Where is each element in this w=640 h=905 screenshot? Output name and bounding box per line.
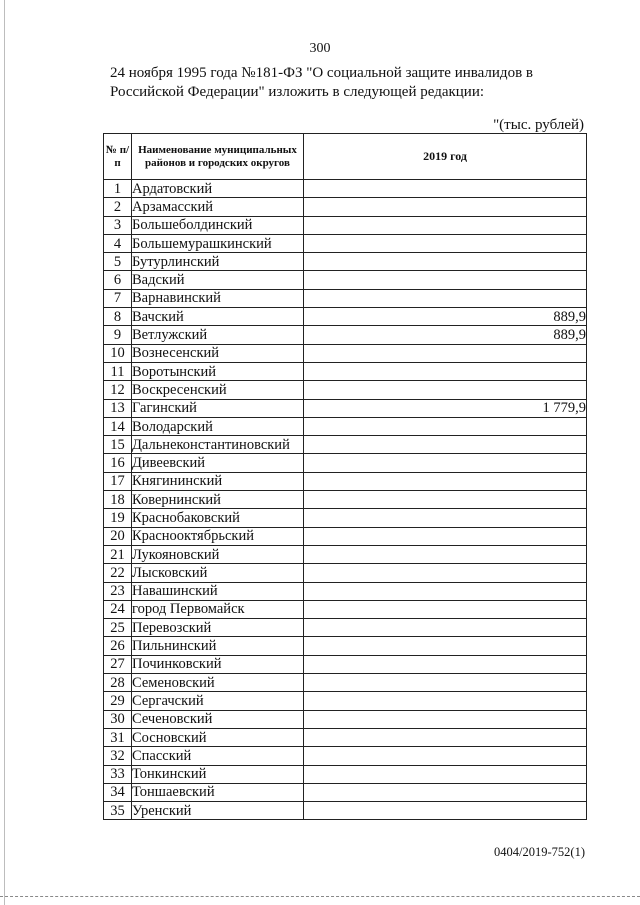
district-name-cell: Володарский — [132, 417, 304, 435]
table-row — [104, 600, 587, 618]
district-name-cell: Краснобаковский — [132, 509, 304, 527]
document-number: 0404/2019-752(1) — [494, 845, 585, 859]
value-2019-cell — [304, 454, 587, 472]
table-row — [104, 564, 587, 582]
row-number-cell: 6 — [104, 271, 132, 289]
row-number-cell: 24 — [104, 600, 132, 618]
row-number-cell: 17 — [104, 472, 132, 490]
district-name-cell: Тонкинский — [132, 765, 304, 783]
district-name-cell: Уренский — [132, 802, 304, 820]
district-name-cell: Ветлужский — [132, 326, 304, 344]
row-number-cell: 2 — [104, 198, 132, 216]
district-name-cell: Воскресенский — [132, 381, 304, 399]
value-2019-cell — [304, 619, 587, 637]
table-row — [104, 198, 587, 216]
table-row — [104, 710, 587, 728]
row-number-cell: 28 — [104, 674, 132, 692]
table-row — [104, 674, 587, 692]
row-number-cell: 20 — [104, 527, 132, 545]
row-number-cell: 14 — [104, 417, 132, 435]
district-name-cell: Большеболдинский — [132, 216, 304, 234]
value-2019-cell: 1 779,9 — [304, 399, 587, 417]
value-2019-cell — [304, 582, 587, 600]
intro-line-2: Российской Федерации" изложить в следующей редакции: — [110, 84, 485, 100]
value-2019-cell — [304, 783, 587, 801]
value-2019-cell: 889,9 — [304, 326, 587, 344]
district-name-cell: Дальнеконстантиновский — [132, 436, 304, 454]
page-edge-line — [4, 0, 5, 905]
value-2019-cell — [304, 289, 587, 307]
value-2019-cell — [304, 655, 587, 673]
row-number-cell: 34 — [104, 783, 132, 801]
table-header-row — [104, 134, 587, 180]
value-2019-cell — [304, 637, 587, 655]
value-2019-cell — [304, 692, 587, 710]
value-2019-cell — [304, 747, 587, 765]
district-name-cell: Починковский — [132, 655, 304, 673]
table-row — [104, 436, 587, 454]
district-name-cell: Сосновский — [132, 728, 304, 746]
table-row — [104, 747, 587, 765]
row-number-cell: 25 — [104, 619, 132, 637]
districts-table — [103, 133, 587, 820]
row-number-cell: 29 — [104, 692, 132, 710]
table-row — [104, 491, 587, 509]
district-name-cell: Вознесенский — [132, 344, 304, 362]
row-number-cell: 33 — [104, 765, 132, 783]
row-number-cell: 26 — [104, 637, 132, 655]
district-name-cell: Лукояновский — [132, 545, 304, 563]
value-2019-cell — [304, 545, 587, 563]
value-2019-cell — [304, 600, 587, 618]
row-number-cell: 30 — [104, 710, 132, 728]
district-name-cell: Вадский — [132, 271, 304, 289]
value-2019-cell — [304, 180, 587, 198]
row-number-cell: 16 — [104, 454, 132, 472]
intro-text — [110, 64, 586, 102]
district-name-cell: Тоншаевский — [132, 783, 304, 801]
row-number-cell: 12 — [104, 381, 132, 399]
table-row — [104, 344, 587, 362]
district-name-cell: Вачский — [132, 308, 304, 326]
row-number-cell: 3 — [104, 216, 132, 234]
unit-label: "(тыс. рублей) — [493, 117, 584, 133]
row-number-cell: 31 — [104, 728, 132, 746]
row-number-cell: 23 — [104, 582, 132, 600]
district-name-cell: Сеченовский — [132, 710, 304, 728]
row-number-cell: 11 — [104, 362, 132, 380]
row-number-cell: 5 — [104, 253, 132, 271]
table-row — [104, 417, 587, 435]
district-name-cell: Спасский — [132, 747, 304, 765]
table-row — [104, 582, 587, 600]
value-2019-cell — [304, 765, 587, 783]
table-row — [104, 802, 587, 820]
table-row — [104, 637, 587, 655]
table-row — [104, 180, 587, 198]
table-row — [104, 765, 587, 783]
table-row — [104, 326, 587, 344]
value-2019-cell — [304, 472, 587, 490]
district-name-cell: Ардатовский — [132, 180, 304, 198]
district-name-cell: Бутурлинский — [132, 253, 304, 271]
value-2019-cell — [304, 710, 587, 728]
row-number-cell: 15 — [104, 436, 132, 454]
value-2019-cell — [304, 436, 587, 454]
value-2019-cell — [304, 674, 587, 692]
page-number: 300 — [309, 41, 331, 56]
value-2019-cell — [304, 381, 587, 399]
table-row — [104, 454, 587, 472]
value-2019-cell — [304, 491, 587, 509]
value-2019-cell — [304, 527, 587, 545]
district-name-cell: Дивеевский — [132, 454, 304, 472]
value-2019-cell — [304, 802, 587, 820]
district-name-cell: Пильнинский — [132, 637, 304, 655]
district-name-cell: Перевозский — [132, 619, 304, 637]
table-body — [104, 180, 587, 820]
row-number-cell: 32 — [104, 747, 132, 765]
district-name-cell: Большемурашкинский — [132, 234, 304, 252]
district-name-cell: город Первомайск — [132, 600, 304, 618]
value-2019-cell: 889,9 — [304, 308, 587, 326]
table-row — [104, 216, 587, 234]
intro-line-1: 24 ноября 1995 года №181-ФЗ "О социальной защите инвалидов в — [110, 65, 533, 81]
header-name: Наименование муниципальных районов и городских округов — [132, 134, 304, 180]
row-number-cell: 1 — [104, 180, 132, 198]
table-row — [104, 728, 587, 746]
value-2019-cell — [304, 564, 587, 582]
table-row — [104, 472, 587, 490]
district-name-cell: Воротынский — [132, 362, 304, 380]
value-2019-cell — [304, 271, 587, 289]
row-number-cell: 21 — [104, 545, 132, 563]
district-name-cell: Сергачский — [132, 692, 304, 710]
value-2019-cell — [304, 509, 587, 527]
district-name-cell: Княгининский — [132, 472, 304, 490]
district-name-cell: Лысковский — [132, 564, 304, 582]
table-row — [104, 362, 587, 380]
value-2019-cell — [304, 344, 587, 362]
header-num: № п/п — [104, 134, 132, 180]
table-row — [104, 399, 587, 417]
table-row — [104, 509, 587, 527]
row-number-cell: 9 — [104, 326, 132, 344]
value-2019-cell — [304, 362, 587, 380]
district-name-cell: Арзамасский — [132, 198, 304, 216]
district-name-cell: Навашинский — [132, 582, 304, 600]
row-number-cell: 13 — [104, 399, 132, 417]
district-name-cell: Семеновский — [132, 674, 304, 692]
district-name-cell: Гагинский — [132, 399, 304, 417]
value-2019-cell — [304, 234, 587, 252]
table-row — [104, 289, 587, 307]
row-number-cell: 35 — [104, 802, 132, 820]
header-year: 2019 год — [304, 134, 587, 180]
value-2019-cell — [304, 216, 587, 234]
table-row — [104, 545, 587, 563]
table-row — [104, 655, 587, 673]
row-number-cell: 4 — [104, 234, 132, 252]
row-number-cell: 7 — [104, 289, 132, 307]
row-number-cell: 27 — [104, 655, 132, 673]
district-name-cell: Ковернинский — [132, 491, 304, 509]
bottom-divider — [0, 896, 640, 897]
value-2019-cell — [304, 417, 587, 435]
table-row — [104, 783, 587, 801]
table-row — [104, 381, 587, 399]
row-number-cell: 22 — [104, 564, 132, 582]
table-row — [104, 527, 587, 545]
value-2019-cell — [304, 198, 587, 216]
table-row — [104, 308, 587, 326]
value-2019-cell — [304, 728, 587, 746]
table-row — [104, 692, 587, 710]
row-number-cell: 8 — [104, 308, 132, 326]
table-row — [104, 271, 587, 289]
table-row — [104, 253, 587, 271]
table-row — [104, 619, 587, 637]
value-2019-cell — [304, 253, 587, 271]
district-name-cell: Варнавинский — [132, 289, 304, 307]
row-number-cell: 18 — [104, 491, 132, 509]
district-name-cell: Краснооктябрьский — [132, 527, 304, 545]
row-number-cell: 19 — [104, 509, 132, 527]
row-number-cell: 10 — [104, 344, 132, 362]
table-row — [104, 234, 587, 252]
